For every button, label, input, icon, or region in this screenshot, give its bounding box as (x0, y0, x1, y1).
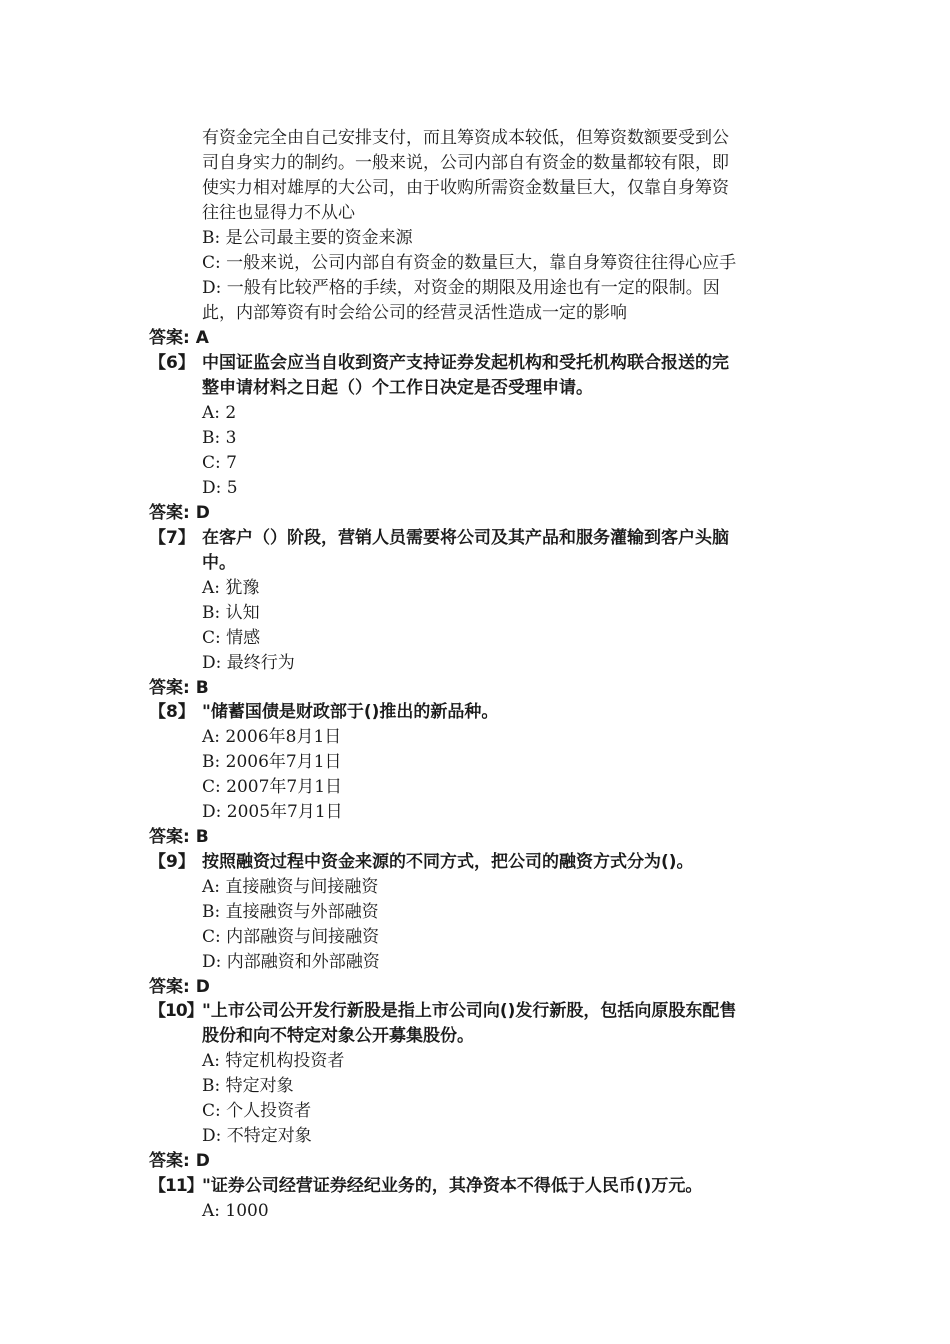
question-text: 在客户（）阶段，营销人员需要将公司及其产品和服务灌输到客户头脑 (202, 528, 729, 548)
question-text: 按照融资过程中资金来源的不同方式，把公司的融资方式分为()。 (202, 852, 694, 872)
prev-option-a-line: 使实力相对雄厚的大公司，由于收购所需资金数量巨大，仅靠自身筹资 (202, 178, 729, 198)
option-d: D: 5 (202, 478, 238, 498)
option-a: A: 犹豫 (202, 578, 260, 598)
question-text: "上市公司公开发行新股是指上市公司向()发行新股，包括向原股东配售 (202, 1001, 737, 1021)
question-number: 【8】 (149, 702, 195, 722)
prev-option-b: B: 是公司最主要的资金来源 (202, 228, 413, 248)
option-c: C: 内部融资与间接融资 (202, 927, 380, 947)
prev-option-d-line: 此，内部筹资有时会给公司的经营灵活性造成一定的影响 (202, 303, 627, 323)
prev-option-a-line: 有资金完全由自己安排支付，而且筹资成本较低，但筹资数额要受到公 (202, 128, 729, 148)
option-b: B: 特定对象 (202, 1076, 294, 1096)
question-number: 【6】 (149, 353, 195, 373)
option-b: B: 2006年7月1日 (202, 752, 342, 772)
answer: 答案: B (149, 827, 209, 847)
answer: 答案: D (149, 503, 210, 523)
option-a: A: 2 (202, 403, 237, 423)
option-d: D: 内部融资和外部融资 (202, 952, 380, 972)
option-d: D: 2005年7月1日 (202, 802, 343, 822)
question-number: 【11】 (149, 1176, 203, 1196)
prev-option-c: C: 一般来说，公司内部自有资金的数量巨大，靠自身筹资往往得心应手 (202, 253, 737, 273)
option-b: B: 直接融资与外部融资 (202, 902, 379, 922)
question-text: 中国证监会应当自收到资产支持证券发起机构和受托机构联合报送的完 (202, 353, 729, 373)
option-c: C: 个人投资者 (202, 1101, 312, 1121)
option-a: A: 1000 (202, 1201, 269, 1221)
option-c: C: 7 (202, 453, 237, 473)
option-d: D: 不特定对象 (202, 1126, 312, 1146)
question-text: 中。 (202, 553, 236, 573)
option-d: D: 最终行为 (202, 653, 295, 673)
question-text: 股份和向不特定对象公开募集股份。 (202, 1026, 474, 1046)
answer: 答案: D (149, 1151, 210, 1171)
option-c: C: 情感 (202, 628, 261, 648)
question-number: 【9】 (149, 852, 195, 872)
answer: 答案: B (149, 678, 209, 698)
prev-option-d-line: D: 一般有比较严格的手续，对资金的期限及用途也有一定的限制。因 (202, 278, 720, 298)
question-text: "证券公司经营证券经纪业务的，其净资本不得低于人民币()万元。 (202, 1176, 703, 1196)
option-b: B: 3 (202, 428, 237, 448)
option-c: C: 2007年7月1日 (202, 777, 343, 797)
option-a: A: 特定机构投资者 (202, 1051, 345, 1071)
question-text: "储蓄国债是财政部于()推出的新品种。 (202, 702, 499, 722)
question-number: 【7】 (149, 528, 195, 548)
question-number: 【10】 (149, 1001, 203, 1021)
prev-answer: 答案: A (149, 328, 209, 348)
prev-option-a-line: 往往也显得力不从心 (202, 203, 355, 223)
answer: 答案: D (149, 977, 210, 997)
option-b: B: 认知 (202, 603, 260, 623)
option-a: A: 直接融资与间接融资 (202, 877, 379, 897)
prev-option-a-line: 司自身实力的制约。一般来说，公司内部自有资金的数量都较有限，即 (202, 153, 729, 173)
option-a: A: 2006年8月1日 (202, 727, 342, 747)
question-text: 整申请材料之日起（）个工作日决定是否受理申请。 (202, 378, 593, 398)
